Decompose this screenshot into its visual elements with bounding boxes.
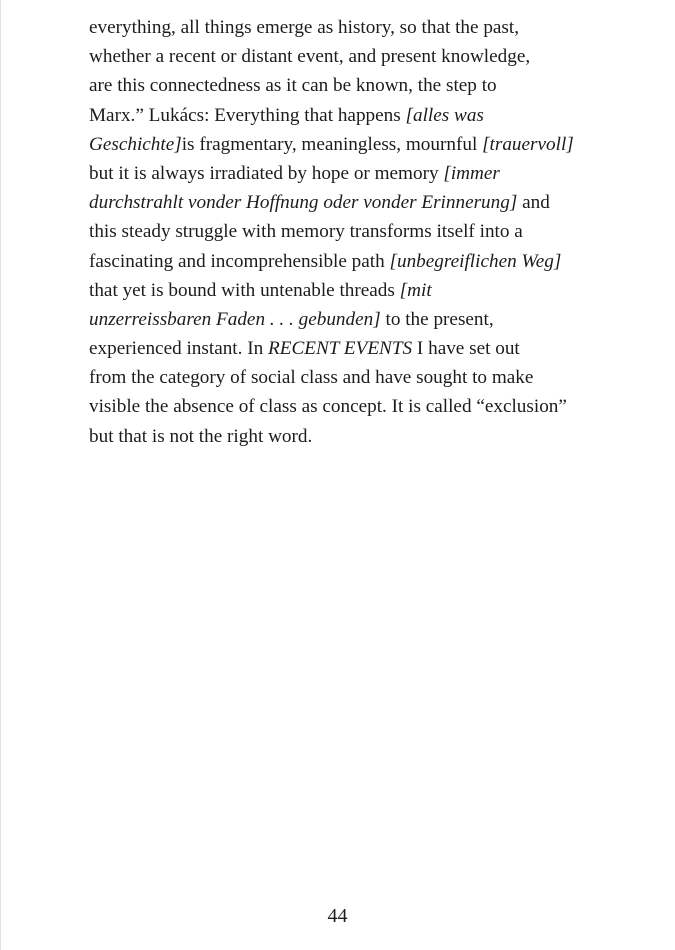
text-line: [89, 247, 599, 276]
text-line: [89, 363, 599, 392]
text-line: [89, 159, 599, 188]
italic-text-run: [trauervoll]: [482, 133, 574, 155]
italic-text-run: [immer: [443, 162, 500, 184]
text-run: but it is always irradiated by hope or memory: [89, 162, 444, 184]
text-line: [89, 188, 599, 217]
text-line: [89, 422, 599, 451]
text-run: whether a recent or distant event, and present knowledge,: [89, 46, 531, 68]
text-line: [89, 334, 599, 363]
text-run: I have set out: [412, 338, 520, 360]
text-run: this steady struggle with memory transforms itself into a: [89, 221, 523, 243]
text-run: but that is not the right word.: [89, 425, 313, 447]
text-line: [89, 71, 599, 100]
italic-text-run: durchstrahlt vonder Hoffnung oder vonder Erinnerung]: [89, 192, 518, 214]
text-run: are this connectedness as it can be known, the step to: [89, 75, 497, 97]
text-line: [89, 276, 599, 305]
italic-text-run: unzerreissbaren Faden . . . gebunden]: [89, 308, 381, 330]
text-line: [89, 217, 599, 246]
text-run: that yet is bound with untenable threads: [89, 279, 400, 301]
text-run: Marx.” Lukács: Everything that happens: [89, 104, 406, 126]
text-run: from the category of social class and have sought to make: [89, 367, 534, 389]
text-line: [89, 305, 599, 334]
italic-text-run: [mit: [399, 279, 432, 301]
text-line: [89, 392, 599, 421]
text-run: to the present,: [380, 308, 494, 330]
text-line: [89, 130, 599, 159]
text-run: everything, all things emerge as history, so that the past,: [89, 17, 520, 38]
text-run: and: [517, 192, 550, 214]
italic-text-run: RECENT EVENTS: [268, 338, 413, 360]
page-edge-divider: [0, 0, 1, 950]
text-line: [89, 101, 599, 130]
text-line: [89, 13, 599, 42]
text-line: [89, 42, 599, 71]
text-run: experienced instant. In: [89, 338, 269, 360]
body-text: [89, 13, 599, 451]
text-run: fascinating and incomprehensible path: [89, 250, 390, 272]
italic-text-run: [alles was: [405, 104, 484, 126]
page-number: 44: [327, 905, 348, 927]
italic-text-run: [unbegreiflichen Weg]: [389, 250, 562, 272]
italic-text-run: Geschichte]: [89, 133, 182, 155]
text-run: is fragmentary, meaningless, mournful: [181, 133, 483, 155]
text-run: visible the absence of class as concept. It is called “exclusion”: [89, 396, 567, 418]
